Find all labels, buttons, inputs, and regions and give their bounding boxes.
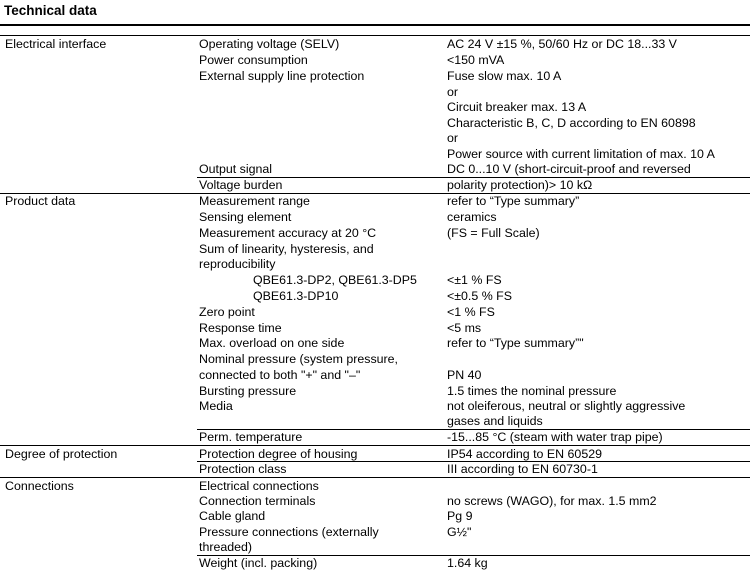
param-pressure-connections-line: Pressure connections (externally (199, 525, 379, 539)
value-cable-gland: Pg 9 (447, 509, 473, 523)
value-power-consumption: <150 mVA (447, 53, 505, 67)
param-output-signal: Output signal (199, 162, 273, 176)
value-weight: 1.64 kg (447, 556, 488, 570)
param-connection-terminals: Connection terminals (199, 494, 316, 508)
value-media-line: gases and liquids (447, 414, 543, 428)
param-linearity-line: reproducibility (199, 257, 276, 271)
value-housing-protection: IP54 according to EN 60529 (447, 447, 602, 461)
param-bursting-pressure: Bursting pressure (199, 384, 297, 398)
param-zero-point: Zero point (199, 305, 255, 319)
value-connection-terminals: no screws (WAGO), for max. 1.5 mm2 (447, 494, 657, 508)
param-media: Media (199, 399, 233, 413)
param-nominal-pressure-line: connected to both "+" and "–" (199, 368, 361, 382)
param-cable-gland: Cable gland (199, 509, 266, 523)
section-label-connections: Connections (5, 479, 74, 493)
value-zero-point: <1 % FS (447, 305, 495, 319)
value-bursting-pressure: 1.5 times the nominal pressure (447, 384, 617, 398)
param-weight: Weight (incl. packing) (199, 556, 318, 570)
value-sensing-element: ceramics (447, 210, 497, 224)
section-divider (0, 35, 750, 36)
linearity-model: QBE61.3-DP10 (253, 289, 339, 303)
param-operating-voltage: Operating voltage (SELV) (199, 37, 340, 51)
param-pressure-connections-line: threaded) (199, 540, 253, 554)
param-sensing-element: Sensing element (199, 210, 292, 224)
value-supply-protection-line: or (447, 131, 459, 145)
value-supply-protection-line: Circuit breaker max. 13 A (447, 100, 587, 114)
section-label-electrical: Electrical interface (5, 37, 107, 51)
param-electrical-connections: Electrical connections (199, 479, 319, 493)
value-supply-protection-line: Fuse slow max. 10 A (447, 69, 562, 83)
param-protection-class: Protection class (199, 462, 287, 476)
value-voltage-burden: polarity protection)> 10 kΩ (447, 178, 593, 192)
linearity-value: <±1 % FS (447, 273, 502, 287)
param-nominal-pressure-line: Nominal pressure (system pressure, (199, 352, 399, 366)
value-accuracy: (FS = Full Scale) (447, 226, 540, 240)
value-output-signal: DC 0...10 V (short-circuit-proof and reversed (447, 162, 691, 176)
param-measurement-range: Measurement range (199, 194, 310, 208)
section-divider (0, 445, 750, 446)
value-media-line: not oleiferous, neutral or slightly aggressive (447, 399, 686, 413)
param-linearity-line: Sum of linearity, hysteresis, and (199, 242, 374, 256)
value-supply-protection-line: or (447, 85, 459, 99)
param-housing-protection: Protection degree of housing (199, 447, 358, 461)
param-supply-protection: External supply line protection (199, 69, 365, 83)
section-label-protection: Degree of protection (5, 447, 118, 461)
value-operating-voltage: AC 24 V ±15 %, 50/60 Hz or DC 18...33 V (447, 37, 677, 51)
document-title: Technical data (4, 3, 97, 18)
param-accuracy: Measurement accuracy at 20 °C (199, 226, 377, 240)
linearity-model: QBE61.3-DP2, QBE61.3-DP5 (253, 273, 417, 287)
param-voltage-burden: Voltage burden (199, 178, 283, 192)
section-divider (0, 477, 750, 478)
param-response-time: Response time (199, 321, 282, 335)
section-label-product: Product data (5, 194, 76, 208)
value-response-time: <5 ms (447, 321, 482, 335)
title-divider (0, 24, 750, 26)
param-perm-temperature: Perm. temperature (199, 430, 303, 444)
value-supply-protection-line: Characteristic B, C, D according to EN 60898 (447, 116, 696, 130)
value-nominal-pressure: PN 40 (447, 368, 482, 382)
value-overload: refer to “Type summary”" (447, 336, 584, 350)
value-perm-temperature: -15...85 °C (steam with water trap pipe) (447, 430, 663, 444)
value-protection-class: III according to EN 60730-1 (447, 462, 598, 476)
param-overload: Max. overload on one side (199, 336, 345, 350)
value-measurement-range: refer to “Type summary” (447, 194, 580, 208)
param-power-consumption: Power consumption (199, 53, 308, 67)
value-supply-protection-line: Power source with current limitation of max. 10 A (447, 147, 715, 161)
linearity-value: <±0.5 % FS (447, 289, 512, 303)
section-divider (0, 193, 750, 194)
value-pressure-connections: G½" (447, 525, 472, 539)
